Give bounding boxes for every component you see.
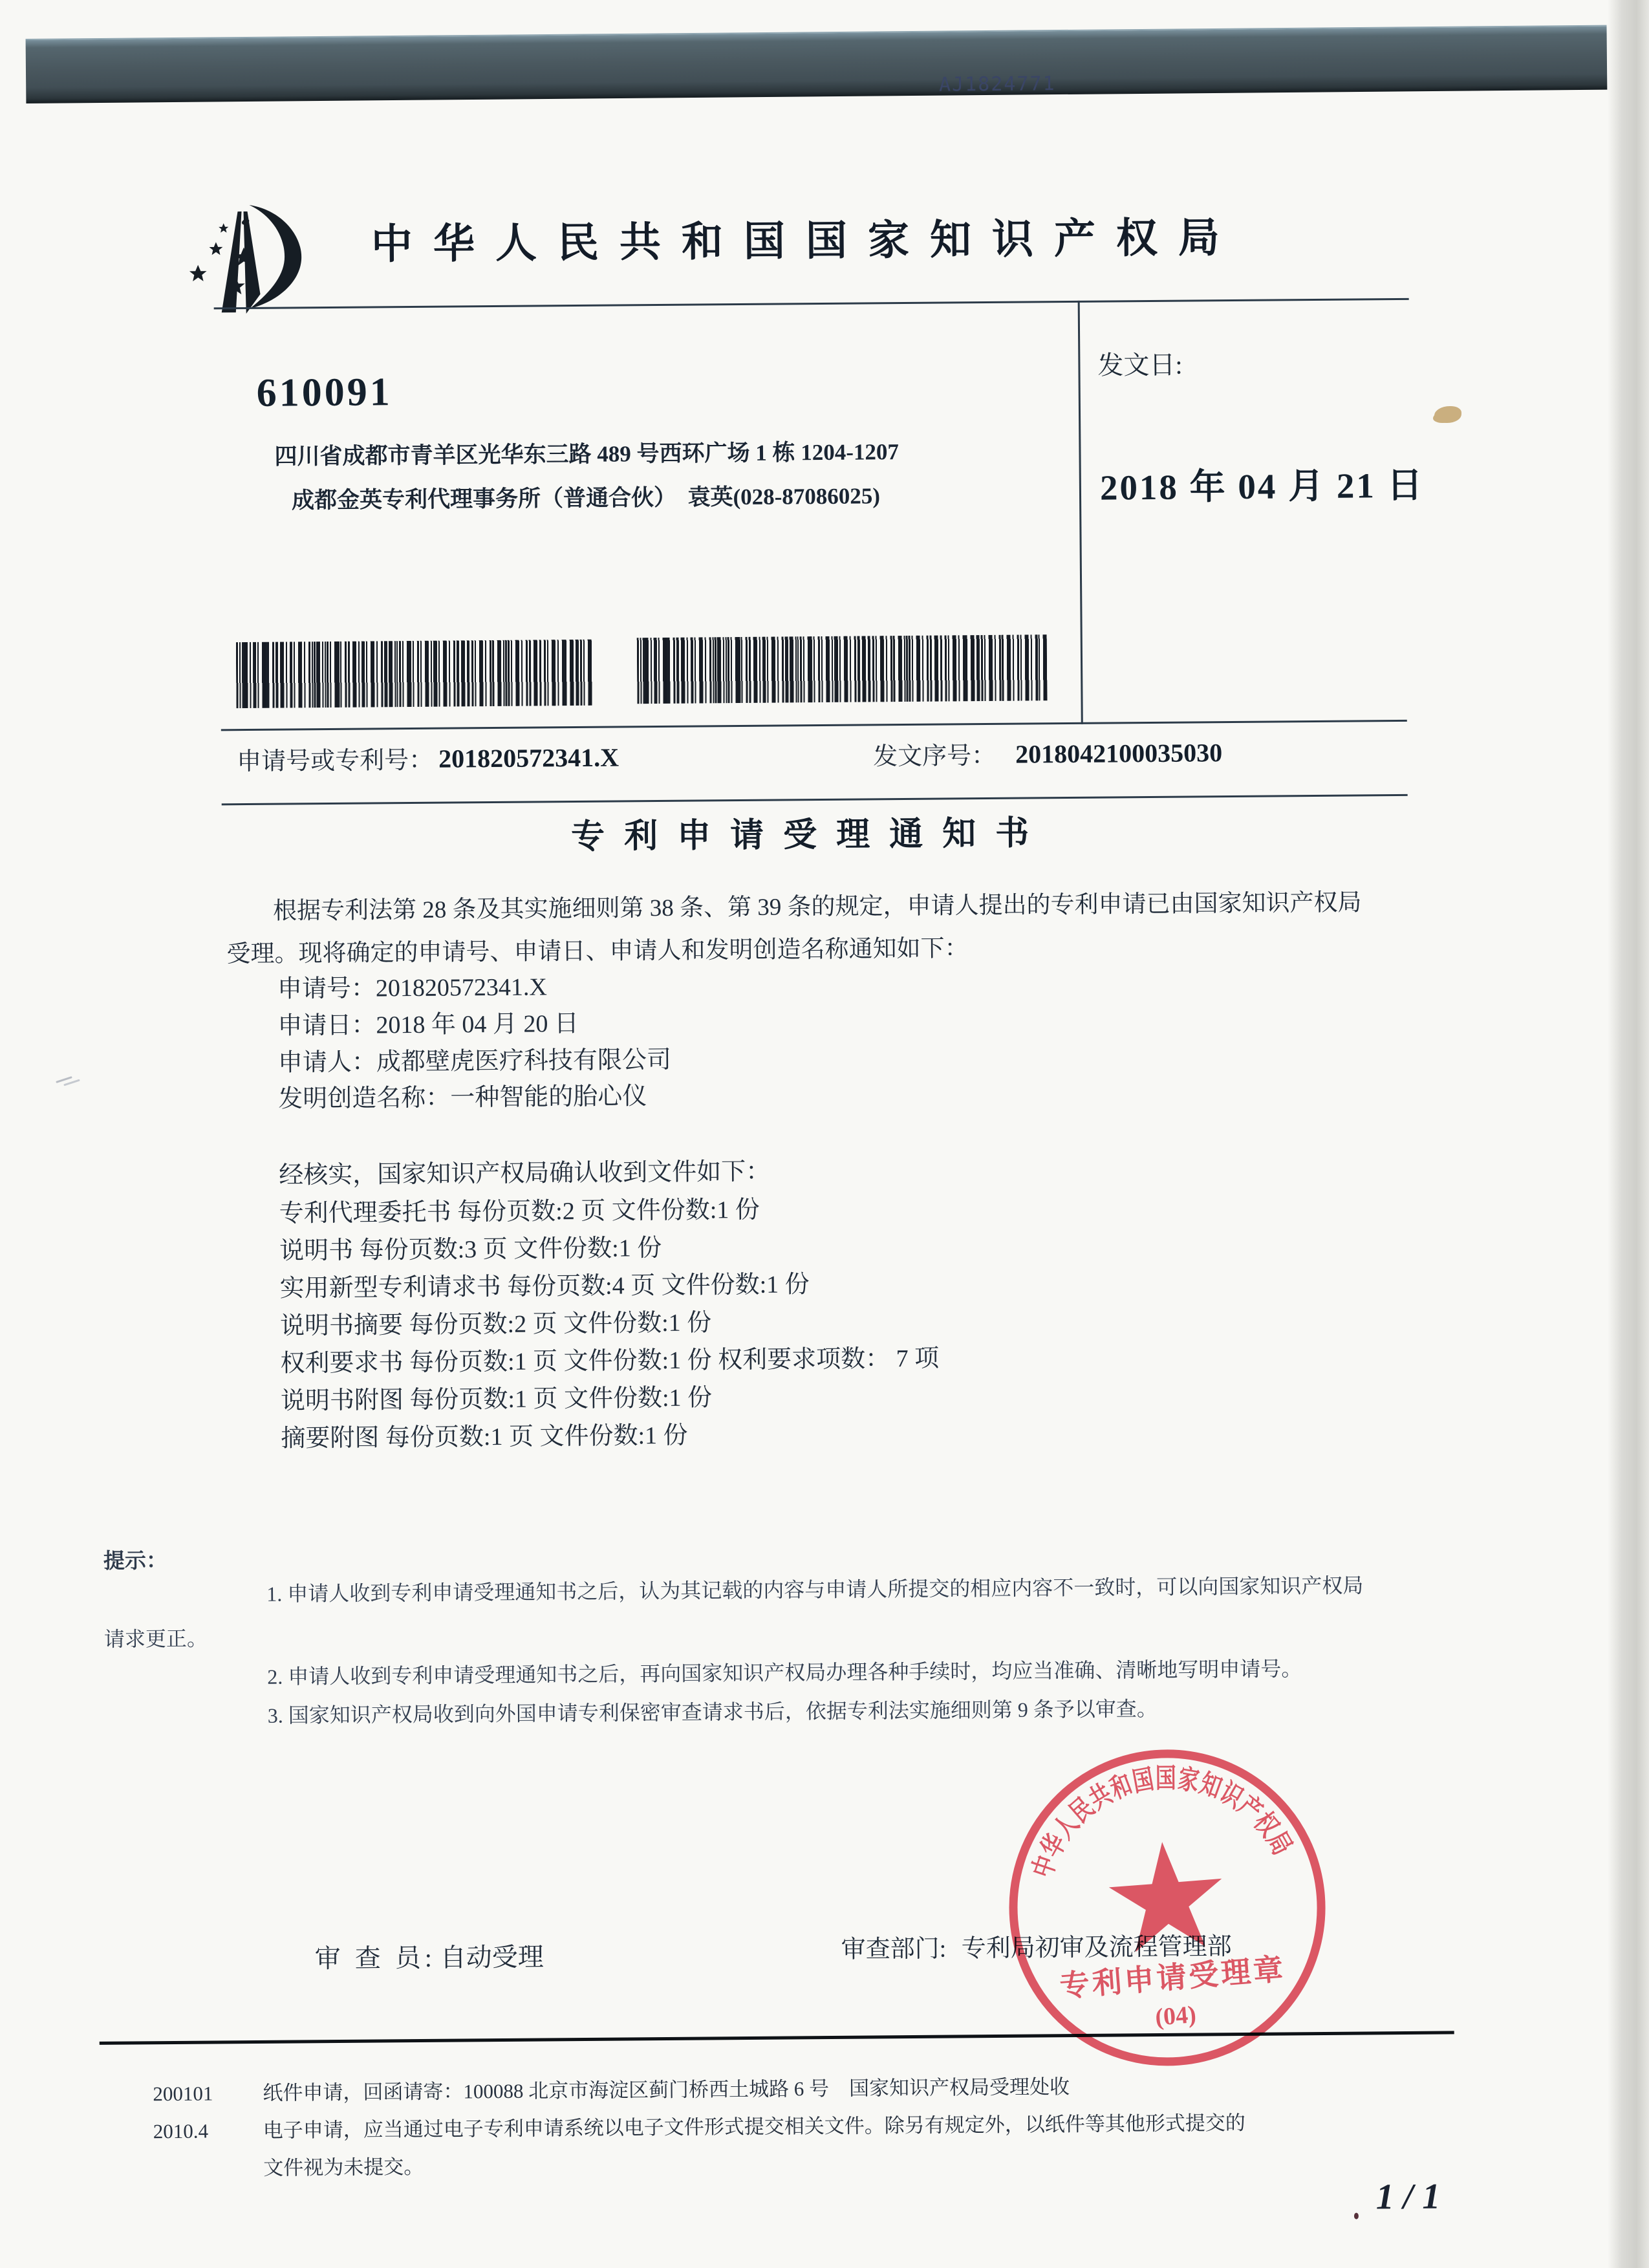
dispatch-date-label: 发文日: xyxy=(1097,350,1183,380)
tip-line-1-continued: 请求更正。 xyxy=(103,1626,208,1651)
examiner-label: 审 查 员: xyxy=(314,1943,436,1974)
page-indicator: 1 / 1 xyxy=(1375,2176,1441,2218)
tips-heading: 提示： xyxy=(103,1550,168,1573)
detail-applicant: 申请人：成都壁虎医疗科技有限公司 xyxy=(277,1046,672,1077)
application-number-label: 申请号或专利号： xyxy=(237,746,434,776)
acceptance-stamp-graphic xyxy=(983,1722,1352,2096)
tip-line-2: 2. 申请人收到专利申请受理通知书之后，再向国家知识产权局办理各种手续时，均应当准确、清晰地写明申请号。 xyxy=(267,1657,1302,1689)
tip-line-1: 1. 申请人收到专利申请受理通知书之后，认为其记载的内容与申请人所提交的相应内容不一致时，可以向国家知识产权局 xyxy=(266,1573,1364,1606)
recipient-address: 四川省成都市青羊区光华东三路 489 号西环广场 1 栋 1204-1207 xyxy=(274,439,900,470)
notice-intro-line1: 根据专利法第 28 条及其实施细则第 38 条、第 39 条的规定，申请人提出的专利申请已由国家知识产权局 xyxy=(272,889,1362,925)
tip-line-3: 3. 国家知识产权局收到向外国申请专利保密审查请求书后，依据专利法实施细则第 9 条予以审查。 xyxy=(267,1696,1158,1727)
rule-above-application-row xyxy=(221,720,1407,731)
dispatch-serial-value: 2018042100035030 xyxy=(1015,738,1223,769)
header-divider xyxy=(1078,301,1083,724)
ink-speck xyxy=(1354,2213,1359,2219)
received-intro: 经核实，国家知识产权局确认收到文件如下： xyxy=(279,1158,771,1189)
dispatch-date-value: 2018 年 04 月 21 日 xyxy=(1099,465,1425,508)
document-code: AJ1824771 xyxy=(938,72,1056,96)
acceptance-stamp xyxy=(983,1722,1352,2096)
footer-line1: 纸件申请，回函请寄：100088 北京市海淀区蓟门桥西土城路 6 号 国家知识产权局受理处收 xyxy=(263,2075,1070,2104)
footer-line2: 电子申请，应当通过电子专利申请系统以电子文件形式提交相关文件。除另有规定外，以纸件等其他形式提交的 xyxy=(263,2111,1245,2142)
form-code: 200101 xyxy=(153,2082,213,2106)
detail-filing-date: 申请日：2018 年 04 月 20 日 xyxy=(277,1010,579,1040)
dispatch-serial-label: 发文序号： xyxy=(873,742,997,771)
document-line: 实用新型专利请求书 每份页数:4 页 文件份数:1 份 xyxy=(279,1271,810,1302)
authority-title: 中华人民共和国国家知识产权局 xyxy=(371,214,1241,268)
detail-invention-title: 发明创造名称：一种智能的胎心仪 xyxy=(278,1083,647,1113)
document-line: 说明书附图 每份页数:1 页 文件份数:1 份 xyxy=(280,1384,713,1415)
stamp-ring-text: 中华人民共和国国家知识产权局 xyxy=(1028,1763,1300,1882)
document-line: 摘要附图 每份页数:1 页 文件份数:1 份 xyxy=(281,1421,688,1453)
application-number-value: 201820572341.X xyxy=(438,742,620,773)
document-line: 说明书摘要 每份页数:2 页 文件份数:1 份 xyxy=(279,1309,712,1340)
cnipa-logo xyxy=(183,197,327,334)
examiner-value: 自动受理 xyxy=(440,1942,544,1972)
department-label: 审查部门: xyxy=(841,1935,947,1963)
recipient-agency: 成都金英专利代理事务所（普通合伙） 袁英(028-87086025) xyxy=(291,483,881,513)
barcode-left xyxy=(236,640,594,708)
stamp-code: (04) xyxy=(1154,2000,1198,2031)
document-line: 专利代理委托书 每份页数:2 页 文件份数:1 份 xyxy=(279,1196,760,1227)
barcode-right xyxy=(637,634,1048,704)
rule-below-application-row xyxy=(222,794,1408,805)
form-date: 2010.4 xyxy=(153,2119,209,2143)
document-line: 说明书 每份页数:3 页 文件份数:1 份 xyxy=(279,1234,662,1265)
cnipa-logo-graphic xyxy=(183,197,327,334)
notice-intro-line2: 受理。现将确定的申请号、申请日、申请人和发明创造名称通知如下： xyxy=(226,935,969,968)
department-value: 专利局初审及流程管理部 xyxy=(961,1933,1232,1963)
recipient-postcode: 610091 xyxy=(256,370,393,415)
footer-line3: 文件视为未提交。 xyxy=(263,2155,424,2179)
stamp-star-icon xyxy=(1106,1837,1227,1953)
stamp-title: 专利申请受理章 xyxy=(1058,1952,1287,2003)
header-rule xyxy=(214,298,1409,310)
document-line: 权利要求书 每份页数:1 页 文件份数:1 份 权利要求项数： 7 项 xyxy=(280,1345,940,1377)
notice-title: 专利申请受理通知书 xyxy=(570,815,1049,856)
detail-application-number: 申请号：201820572341.X xyxy=(277,973,548,1003)
